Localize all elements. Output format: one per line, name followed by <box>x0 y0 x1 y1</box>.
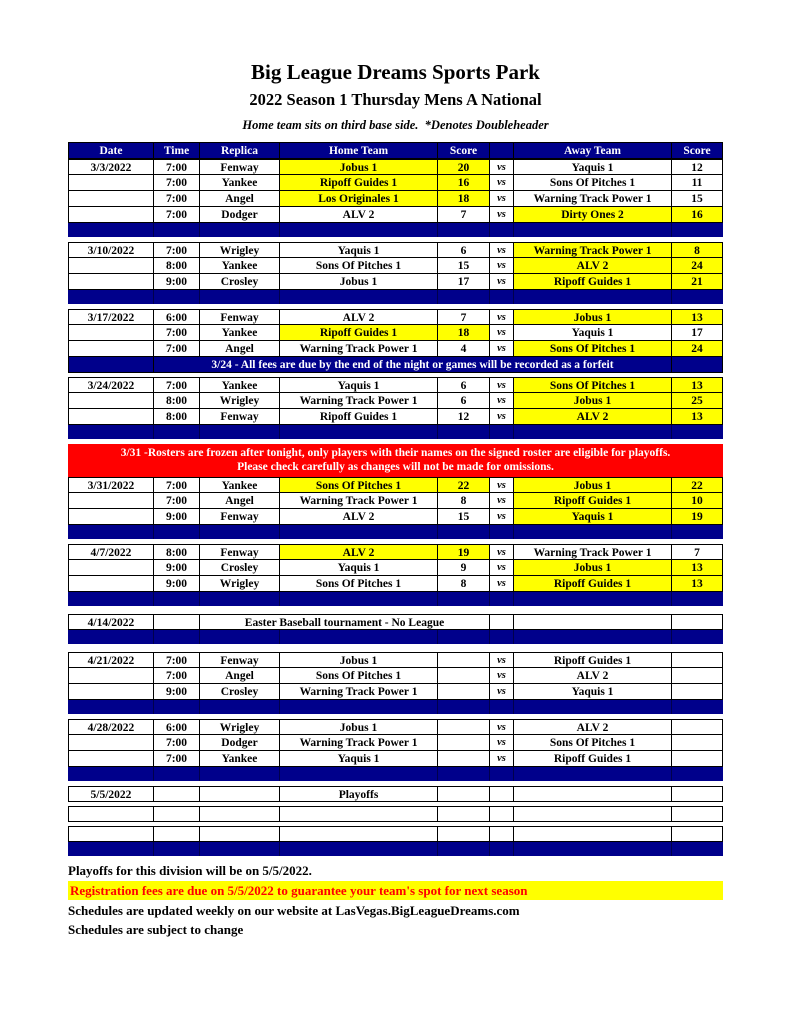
game-row <box>68 207 723 223</box>
vs-label: vs <box>489 493 513 509</box>
home-score-cell: 9 <box>437 560 489 576</box>
time-cell: 9:00 <box>153 684 199 700</box>
time-cell <box>153 786 199 802</box>
fees-note-row <box>68 357 723 373</box>
time-cell: 9:00 <box>153 274 199 290</box>
replica-cell: Fenway <box>199 409 279 425</box>
game-row <box>68 191 723 207</box>
away-score-cell: 16 <box>671 207 723 223</box>
time-cell <box>153 806 199 822</box>
home-team-cell: ALV 2 <box>279 509 437 525</box>
away-score-cell: 13 <box>671 576 723 592</box>
time-cell: 7:00 <box>153 159 199 175</box>
event-text: Easter Baseball tournament - No League <box>199 614 489 630</box>
date-cell <box>68 274 153 290</box>
game-row <box>68 560 723 576</box>
home-team-cell: ALV 2 <box>279 309 437 325</box>
replica-cell: Dodger <box>199 735 279 751</box>
home-score-cell: 15 <box>437 258 489 274</box>
vs-label: vs <box>489 560 513 576</box>
replica-cell: Fenway <box>199 509 279 525</box>
replica-cell: Fenway <box>199 159 279 175</box>
away-team-cell: Jobus 1 <box>513 477 671 493</box>
date-cell: 4/7/2022 <box>68 544 153 560</box>
home-score-cell <box>437 786 489 802</box>
table-header-row <box>68 142 723 159</box>
away-score-cell <box>671 614 723 630</box>
away-team-cell: Yaquis 1 <box>513 509 671 525</box>
home-team-cell: Yaquis 1 <box>279 242 437 258</box>
away-score-cell <box>671 684 723 700</box>
away-score-cell: 7 <box>671 544 723 560</box>
game-row <box>68 242 723 258</box>
date-cell <box>68 191 153 207</box>
home-team-cell: Warning Track Power 1 <box>279 393 437 409</box>
away-team-cell <box>513 826 671 842</box>
date-cell: 4/14/2022 <box>68 614 153 630</box>
time-cell: 7:00 <box>153 207 199 223</box>
away-team-cell: Sons Of Pitches 1 <box>513 341 671 357</box>
away-score-cell <box>671 652 723 668</box>
date-cell: 3/10/2022 <box>68 242 153 258</box>
game-row <box>68 735 723 751</box>
home-score-cell: 19 <box>437 544 489 560</box>
date-cell: 5/5/2022 <box>68 786 153 802</box>
away-score-cell: 13 <box>671 409 723 425</box>
home-score-cell: 18 <box>437 191 489 207</box>
away-score-cell: 8 <box>671 242 723 258</box>
game-row <box>68 719 723 735</box>
date-cell <box>68 509 153 525</box>
field-note: Home team sits on third base side. *Denotes Doubleheader <box>242 118 549 133</box>
replica-cell: Angel <box>199 493 279 509</box>
header-cell-date: Date <box>68 142 153 159</box>
home-score-cell <box>437 735 489 751</box>
away-team-cell: ALV 2 <box>513 258 671 274</box>
time-cell: 9:00 <box>153 576 199 592</box>
replica-cell: Yankee <box>199 377 279 393</box>
vs-label <box>489 786 513 802</box>
home-team-cell: Yaquis 1 <box>279 751 437 767</box>
replica-cell: Fenway <box>199 652 279 668</box>
game-row <box>68 652 723 668</box>
vs-label <box>489 826 513 842</box>
away-team-cell: Ripoff Guides 1 <box>513 652 671 668</box>
home-team-cell: Ripoff Guides 1 <box>279 409 437 425</box>
home-score-cell: 6 <box>437 393 489 409</box>
footer-subject-to-change-note: Schedules are subject to change <box>68 922 244 938</box>
schedule-table <box>68 142 723 856</box>
away-score-cell: 19 <box>671 509 723 525</box>
time-cell: 7:00 <box>153 175 199 191</box>
time-cell: 7:00 <box>153 477 199 493</box>
home-team-cell: Yaquis 1 <box>279 560 437 576</box>
away-team-cell: Sons Of Pitches 1 <box>513 377 671 393</box>
time-cell <box>153 826 199 842</box>
home-team-cell: ALV 2 <box>279 207 437 223</box>
home-score-cell: 7 <box>437 207 489 223</box>
vs-label: vs <box>489 325 513 341</box>
game-row <box>68 509 723 525</box>
footer-registration-note: Registration fees are due on 5/5/2022 to guarantee your team's spot for next season <box>68 881 723 900</box>
vs-label: vs <box>489 751 513 767</box>
away-score-cell: 13 <box>671 309 723 325</box>
replica-cell: Wrigley <box>199 576 279 592</box>
away-team-cell: Yaquis 1 <box>513 159 671 175</box>
replica-cell: Wrigley <box>199 242 279 258</box>
away-team-cell: ALV 2 <box>513 719 671 735</box>
vs-label: vs <box>489 159 513 175</box>
date-cell <box>68 576 153 592</box>
vs-label: vs <box>489 409 513 425</box>
date-cell <box>68 560 153 576</box>
game-row <box>68 751 723 767</box>
home-team-cell: Jobus 1 <box>279 274 437 290</box>
away-team-cell: Yaquis 1 <box>513 325 671 341</box>
home-score-cell: 6 <box>437 242 489 258</box>
home-score-cell: 20 <box>437 159 489 175</box>
date-cell: 4/21/2022 <box>68 652 153 668</box>
time-cell: 8:00 <box>153 258 199 274</box>
date-cell <box>68 207 153 223</box>
home-team-cell: Ripoff Guides 1 <box>279 325 437 341</box>
away-score-cell: 13 <box>671 377 723 393</box>
time-cell: 7:00 <box>153 341 199 357</box>
date-cell: 3/3/2022 <box>68 159 153 175</box>
replica-cell: Angel <box>199 341 279 357</box>
replica-cell <box>199 826 279 842</box>
away-team-cell: Ripoff Guides 1 <box>513 576 671 592</box>
game-row <box>68 826 723 842</box>
vs-label: vs <box>489 393 513 409</box>
vs-label: vs <box>489 652 513 668</box>
time-cell: 7:00 <box>153 242 199 258</box>
spacer-row <box>68 644 723 652</box>
time-cell: 7:00 <box>153 735 199 751</box>
date-cell <box>68 175 153 191</box>
away-score-cell <box>671 751 723 767</box>
vs-cell <box>489 614 513 630</box>
game-row <box>68 309 723 325</box>
vs-label: vs <box>489 509 513 525</box>
away-score-cell: 22 <box>671 477 723 493</box>
away-team-cell <box>513 614 671 630</box>
home-team-cell: Jobus 1 <box>279 652 437 668</box>
time-cell: 7:00 <box>153 668 199 684</box>
away-team-cell <box>513 806 671 822</box>
season-subtitle: 2022 Season 1 Thursday Mens A National <box>249 90 542 110</box>
vs-label: vs <box>489 576 513 592</box>
home-score-cell: 6 <box>437 377 489 393</box>
time-cell: 6:00 <box>153 309 199 325</box>
away-score-cell <box>671 806 723 822</box>
date-cell <box>68 493 153 509</box>
game-row <box>68 341 723 357</box>
replica-cell: Dodger <box>199 207 279 223</box>
header-cell-replica: Replica <box>199 142 279 159</box>
away-team-cell: Sons Of Pitches 1 <box>513 735 671 751</box>
away-team-cell: Ripoff Guides 1 <box>513 493 671 509</box>
replica-cell: Fenway <box>199 544 279 560</box>
vs-label: vs <box>489 684 513 700</box>
time-cell: 9:00 <box>153 560 199 576</box>
replica-cell: Wrigley <box>199 719 279 735</box>
away-team-cell: Warning Track Power 1 <box>513 544 671 560</box>
time-cell: 6:00 <box>153 719 199 735</box>
home-team-cell <box>279 826 437 842</box>
banner-line-2: Please check carefully as changes will not be made for omissions. <box>237 461 554 474</box>
date-cell <box>68 341 153 357</box>
separator-row <box>68 290 723 304</box>
time-cell: 8:00 <box>153 393 199 409</box>
date-cell <box>68 826 153 842</box>
time-cell: 7:00 <box>153 652 199 668</box>
replica-cell <box>199 786 279 802</box>
game-row <box>68 159 723 175</box>
home-score-cell: 16 <box>437 175 489 191</box>
header-cell-vs <box>489 142 513 159</box>
vs-label: vs <box>489 191 513 207</box>
vs-label: vs <box>489 544 513 560</box>
away-score-cell: 24 <box>671 341 723 357</box>
away-team-cell: ALV 2 <box>513 409 671 425</box>
vs-label: vs <box>489 258 513 274</box>
home-team-cell: Warning Track Power 1 <box>279 493 437 509</box>
away-score-cell: 13 <box>671 560 723 576</box>
header-cell-home-team: Home Team <box>279 142 437 159</box>
date-cell <box>68 258 153 274</box>
away-score-cell: 10 <box>671 493 723 509</box>
replica-cell: Yankee <box>199 477 279 493</box>
rosters-frozen-banner <box>68 444 723 477</box>
separator-row <box>68 425 723 439</box>
footer-website-note: Schedules are updated weekly on our website at LasVegas.BigLeagueDreams.com <box>68 903 520 919</box>
away-score-cell: 25 <box>671 393 723 409</box>
away-team-cell: Warning Track Power 1 <box>513 242 671 258</box>
game-row <box>68 786 723 802</box>
home-score-cell: 8 <box>437 576 489 592</box>
page-title: Big League Dreams Sports Park <box>251 60 540 84</box>
away-team-cell: Jobus 1 <box>513 393 671 409</box>
home-team-cell <box>279 806 437 822</box>
game-row <box>68 393 723 409</box>
home-score-cell <box>437 719 489 735</box>
away-score-cell: 11 <box>671 175 723 191</box>
home-score-cell <box>437 668 489 684</box>
home-score-cell: 12 <box>437 409 489 425</box>
replica-cell: Yankee <box>199 258 279 274</box>
vs-label: vs <box>489 477 513 493</box>
date-cell <box>68 806 153 822</box>
away-score-cell: 15 <box>671 191 723 207</box>
away-score-cell <box>671 668 723 684</box>
home-score-cell: 8 <box>437 493 489 509</box>
date-cell: 3/31/2022 <box>68 477 153 493</box>
home-score-cell: 22 <box>437 477 489 493</box>
home-team-cell: Sons Of Pitches 1 <box>279 668 437 684</box>
away-score-cell: 24 <box>671 258 723 274</box>
home-team-cell: Playoffs <box>279 786 437 802</box>
date-cell <box>68 357 153 373</box>
time-cell: 7:00 <box>153 191 199 207</box>
home-score-cell <box>437 751 489 767</box>
game-row <box>68 576 723 592</box>
away-team-cell: Yaquis 1 <box>513 684 671 700</box>
game-row <box>68 258 723 274</box>
date-cell <box>68 393 153 409</box>
vs-label <box>489 806 513 822</box>
date-cell <box>68 751 153 767</box>
spacer-row <box>68 606 723 614</box>
separator-row <box>68 525 723 539</box>
game-row <box>68 668 723 684</box>
home-score-cell: 17 <box>437 274 489 290</box>
game-row <box>68 274 723 290</box>
vs-label: vs <box>489 341 513 357</box>
vs-label: vs <box>489 175 513 191</box>
replica-cell: Fenway <box>199 309 279 325</box>
away-score-cell: 21 <box>671 274 723 290</box>
game-row <box>68 806 723 822</box>
vs-label: vs <box>489 668 513 684</box>
home-score-cell: 4 <box>437 341 489 357</box>
away-score-cell: 17 <box>671 325 723 341</box>
replica-cell: Angel <box>199 191 279 207</box>
vs-label: vs <box>489 377 513 393</box>
separator-row <box>68 223 723 237</box>
date-cell: 3/24/2022 <box>68 377 153 393</box>
replica-cell: Wrigley <box>199 393 279 409</box>
home-team-cell: Sons Of Pitches 1 <box>279 576 437 592</box>
date-cell <box>68 325 153 341</box>
date-cell <box>68 668 153 684</box>
home-team-cell: Warning Track Power 1 <box>279 735 437 751</box>
separator-row <box>68 700 723 714</box>
away-team-cell <box>513 786 671 802</box>
header-cell-home-score: Score <box>437 142 489 159</box>
replica-cell: Yankee <box>199 751 279 767</box>
replica-cell: Yankee <box>199 175 279 191</box>
footer-notes <box>68 862 723 938</box>
header-cell-away-score: Score <box>671 142 723 159</box>
header-cell-away-team: Away Team <box>513 142 671 159</box>
away-team-cell: Sons Of Pitches 1 <box>513 175 671 191</box>
home-team-cell: Jobus 1 <box>279 159 437 175</box>
home-team-cell: Sons Of Pitches 1 <box>279 477 437 493</box>
home-team-cell: Los Originales 1 <box>279 191 437 207</box>
time-cell: 9:00 <box>153 509 199 525</box>
away-score-cell <box>671 786 723 802</box>
away-team-cell: Warning Track Power 1 <box>513 191 671 207</box>
vs-label: vs <box>489 274 513 290</box>
date-cell <box>68 409 153 425</box>
game-row <box>68 175 723 191</box>
vs-label: vs <box>489 719 513 735</box>
time-cell: 7:00 <box>153 325 199 341</box>
away-score-cell <box>671 719 723 735</box>
date-cell <box>68 735 153 751</box>
replica-cell: Crosley <box>199 274 279 290</box>
vs-label: vs <box>489 735 513 751</box>
replica-cell: Crosley <box>199 684 279 700</box>
away-score-cell <box>671 735 723 751</box>
time-cell: 7:00 <box>153 751 199 767</box>
note-text: 3/24 - All fees are due by the end of the night or games will be recorded as a forfeit <box>153 357 671 373</box>
home-team-cell: Warning Track Power 1 <box>279 684 437 700</box>
game-row <box>68 493 723 509</box>
separator-row <box>68 767 723 781</box>
date-cell: 3/17/2022 <box>68 309 153 325</box>
time-cell: 8:00 <box>153 544 199 560</box>
event-row <box>68 614 723 630</box>
time-cell: 7:00 <box>153 377 199 393</box>
home-team-cell: Yaquis 1 <box>279 377 437 393</box>
separator-row <box>68 842 723 856</box>
footer-playoffs-note: Playoffs for this division will be on 5/5/2022. <box>68 863 312 879</box>
home-score-cell: 18 <box>437 325 489 341</box>
home-score-cell: 7 <box>437 309 489 325</box>
home-team-cell: Jobus 1 <box>279 719 437 735</box>
time-cell: 7:00 <box>153 493 199 509</box>
away-score-cell <box>671 826 723 842</box>
home-score-cell: 15 <box>437 509 489 525</box>
game-row <box>68 544 723 560</box>
replica-cell: Angel <box>199 668 279 684</box>
home-team-cell: Warning Track Power 1 <box>279 341 437 357</box>
away-team-cell: Jobus 1 <box>513 560 671 576</box>
schedule-rows <box>68 159 723 856</box>
time-cell <box>153 614 199 630</box>
away-team-cell: Ripoff Guides 1 <box>513 751 671 767</box>
home-team-cell: Ripoff Guides 1 <box>279 175 437 191</box>
home-score-cell <box>437 826 489 842</box>
replica-cell <box>199 806 279 822</box>
away-score-cell <box>671 357 723 373</box>
away-score-cell: 12 <box>671 159 723 175</box>
away-team-cell: Jobus 1 <box>513 309 671 325</box>
game-row <box>68 409 723 425</box>
home-team-cell: Sons Of Pitches 1 <box>279 258 437 274</box>
header-cell-time: Time <box>153 142 199 159</box>
home-score-cell <box>437 684 489 700</box>
game-row <box>68 377 723 393</box>
home-team-cell: ALV 2 <box>279 544 437 560</box>
date-cell: 4/28/2022 <box>68 719 153 735</box>
game-row <box>68 477 723 493</box>
vs-label: vs <box>489 242 513 258</box>
separator-row <box>68 630 723 644</box>
time-cell: 8:00 <box>153 409 199 425</box>
away-team-cell: Dirty Ones 2 <box>513 207 671 223</box>
away-team-cell: ALV 2 <box>513 668 671 684</box>
away-team-cell: Ripoff Guides 1 <box>513 274 671 290</box>
home-score-cell <box>437 652 489 668</box>
vs-label: vs <box>489 309 513 325</box>
vs-label: vs <box>489 207 513 223</box>
game-row <box>68 325 723 341</box>
date-cell <box>68 684 153 700</box>
replica-cell: Crosley <box>199 560 279 576</box>
replica-cell: Yankee <box>199 325 279 341</box>
banner-line-1: 3/31 -Rosters are frozen after tonight, only players with their names on the signed roster are eligible for playoffs. <box>120 447 671 460</box>
separator-row <box>68 592 723 606</box>
game-row <box>68 684 723 700</box>
home-score-cell <box>437 806 489 822</box>
